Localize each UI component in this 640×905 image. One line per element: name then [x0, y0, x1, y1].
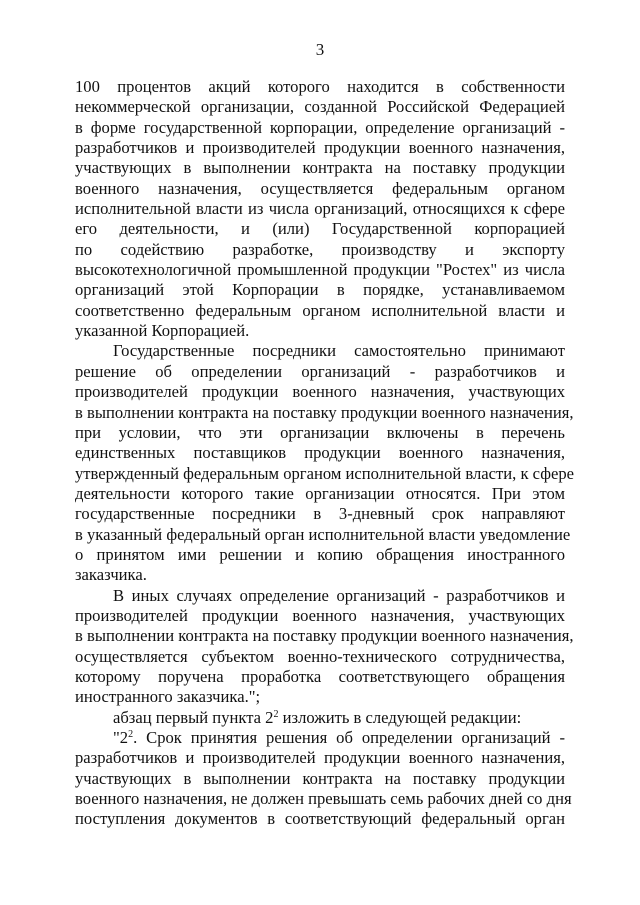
text-line: В иных случаях определение организаций - разработчиков и [113, 585, 565, 605]
text-line: в указанный федеральный орган исполнительной власти уведомление [75, 524, 571, 544]
text-line: производителей продукции военного назначения, участвующих [75, 605, 565, 625]
text-line: которому поручена проработка соответствующего обращения [75, 666, 565, 686]
text-line: осуществляется субъектом военно-технического сотрудничества, [75, 646, 565, 666]
text-line: государственные посредники в 3-дневный срок направляют [75, 504, 565, 524]
text-line: деятельности которого такие организации относятся. При этом [75, 483, 565, 503]
text-line: решение об определении организаций - разработчиков и [75, 361, 565, 381]
text-line: участвующих в выполнении контракта на поставку продукции [75, 158, 565, 178]
text-line: о принятом ими решении и копию обращения иностранного [75, 544, 565, 564]
text-line: разработчиков и производителей продукции военного назначения, [75, 748, 565, 768]
text-line: заказчика. [75, 565, 147, 585]
text-line: организаций этой Корпорации в порядке, устанавливаемом [75, 280, 565, 300]
text-fragment: . Срок принятия решения об определении организаций - [133, 728, 565, 747]
text-line: военного назначения, не должен превышать семь рабочих дней со дня [75, 789, 572, 809]
text-line: некоммерческой организации, созданной Российской Федерацией [75, 97, 565, 117]
text-line: исполнительной власти из числа организаций, относящихся к сфере [75, 199, 565, 219]
page-number: 3 [315, 40, 325, 59]
text-line: производителей продукции военного назначения, участвующих [75, 382, 565, 402]
text-line: утвержденный федеральным органом исполнительной власти, к сфере [75, 463, 575, 483]
text-line: его деятельности, и (или) Государственной корпорацией [75, 219, 565, 239]
text-line: при условии, что эти организации включены в перечень [75, 422, 565, 442]
text-line: единственных поставщиков продукции военного назначения, [75, 443, 565, 463]
text-line: в выполнении контракта на поставку продукции военного назначения, [75, 402, 574, 422]
text-line [75, 708, 565, 728]
text-fragment: "2 [113, 728, 129, 747]
text-line: иностранного заказчика."; [75, 687, 261, 707]
text-line: в форме государственной корпорации, определение организаций - [75, 117, 565, 137]
document-body [75, 77, 575, 830]
text-fragment: изложить в следующей редакции: [278, 707, 522, 727]
text-line: по содействию разработке, производству и экспорту [75, 239, 565, 259]
text-line: указанной Корпорацией. [75, 321, 250, 341]
text-fragment: абзац первый пункта 2 [113, 707, 274, 727]
text-line: поступления документов в соответствующий федеральный орган [75, 809, 565, 829]
superscript: 2 [273, 708, 279, 720]
text-line: военного назначения, осуществляется федеральным органом [75, 178, 565, 198]
text-line [75, 728, 565, 748]
text-line: в выполнении контракта на поставку продукции военного назначения, [75, 626, 574, 646]
text-line: 100 процентов акций которого находится в собственности [75, 77, 565, 96]
text-line: высокотехнологичной промышленной продукции "Ростех" из числа [75, 260, 565, 280]
text-line: участвующих в выполнении контракта на поставку продукции [75, 768, 565, 788]
text-line: соответственно федеральным органом исполнительной власти и [75, 300, 565, 320]
text-line: Государственные посредники самостоятельно принимают [113, 341, 565, 361]
text-line: разработчиков и производителей продукции военного назначения, [75, 138, 565, 158]
superscript: 2 [128, 729, 134, 740]
